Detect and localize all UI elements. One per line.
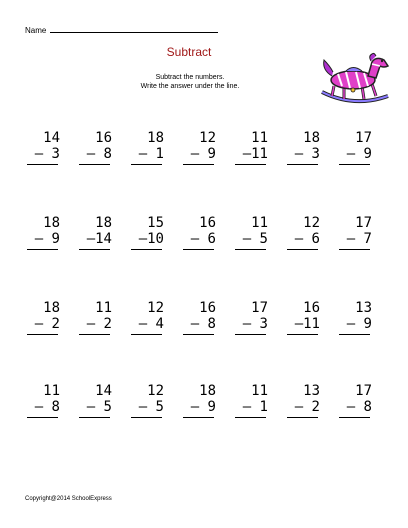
subtraction-problem — [232, 130, 268, 165]
minuend: 11 — [43, 383, 60, 399]
subtraction-problem — [284, 300, 320, 335]
minuend: 18 — [43, 215, 60, 231]
answer-line[interactable] — [79, 164, 110, 165]
minuend: 14 — [43, 130, 60, 146]
minuend: 16 — [199, 215, 216, 231]
rocking-horse-icon — [318, 52, 392, 110]
minuend: 12 — [303, 215, 320, 231]
subtraction-problem — [232, 215, 268, 250]
subtraction-problem — [180, 130, 216, 165]
subtraction-problem — [24, 215, 60, 250]
subtraction-problem — [180, 300, 216, 335]
minuend: 12 — [147, 300, 164, 316]
subtraction-problem — [76, 215, 112, 250]
subtraction-problem — [180, 215, 216, 250]
subtraction-problem — [24, 130, 60, 165]
subtraction-problem — [284, 215, 320, 250]
minuend: 16 — [95, 130, 112, 146]
name-write-line[interactable] — [50, 32, 218, 33]
answer-line[interactable] — [183, 334, 214, 335]
minuend: 11 — [95, 300, 112, 316]
subtrahend: – 4 — [138, 316, 164, 332]
minuend: 12 — [199, 130, 216, 146]
answer-line[interactable] — [27, 334, 58, 335]
subtrahend: – 1 — [242, 399, 268, 415]
instructions-line-2: Write the answer under the line. — [140, 83, 240, 90]
minuend: 12 — [147, 383, 164, 399]
answer-line[interactable] — [235, 334, 266, 335]
subtraction-problem — [128, 383, 164, 418]
subtraction-problem — [128, 215, 164, 250]
subtrahend: – 2 — [34, 316, 60, 332]
minuend: 11 — [251, 215, 268, 231]
answer-line[interactable] — [131, 334, 162, 335]
subtrahend: – 9 — [34, 231, 60, 247]
subtraction-problem — [284, 383, 320, 418]
answer-line[interactable] — [79, 417, 110, 418]
answer-line[interactable] — [287, 164, 318, 165]
name-label: Name — [25, 26, 47, 35]
answer-line[interactable] — [79, 334, 110, 335]
minuend: 18 — [147, 130, 164, 146]
answer-line[interactable] — [235, 417, 266, 418]
minuend: 18 — [303, 130, 320, 146]
page-title: Subtract — [166, 45, 212, 59]
answer-line[interactable] — [235, 249, 266, 250]
answer-line[interactable] — [287, 334, 318, 335]
subtrahend: – 8 — [346, 399, 372, 415]
answer-line[interactable] — [131, 164, 162, 165]
copyright: Copyright@2014 SchoolExpress — [25, 496, 112, 502]
minuend: 11 — [251, 383, 268, 399]
instructions — [125, 73, 255, 91]
subtraction-problem — [336, 215, 372, 250]
subtrahend: – 1 — [138, 146, 164, 162]
subtrahend: – 7 — [346, 231, 372, 247]
subtraction-problem — [336, 130, 372, 165]
minuend: 11 — [251, 130, 268, 146]
answer-line[interactable] — [339, 164, 370, 165]
subtrahend: – 8 — [190, 316, 216, 332]
subtrahend: – 5 — [138, 399, 164, 415]
answer-line[interactable] — [27, 249, 58, 250]
subtrahend: – 9 — [346, 316, 372, 332]
subtrahend: – 8 — [34, 399, 60, 415]
subtraction-problem — [76, 130, 112, 165]
answer-line[interactable] — [27, 417, 58, 418]
subtrahend: – 9 — [346, 146, 372, 162]
minuend: 16 — [199, 300, 216, 316]
subtrahend: – 2 — [86, 316, 112, 332]
subtraction-problem — [284, 130, 320, 165]
subtrahend: –11 — [294, 316, 320, 332]
subtraction-problem — [336, 300, 372, 335]
minuend: 13 — [303, 383, 320, 399]
answer-line[interactable] — [183, 249, 214, 250]
minuend: 17 — [355, 130, 372, 146]
subtraction-problem — [76, 383, 112, 418]
subtrahend: – 5 — [242, 231, 268, 247]
minuend: 15 — [147, 215, 164, 231]
answer-line[interactable] — [287, 417, 318, 418]
subtrahend: – 8 — [86, 146, 112, 162]
subtrahend: – 3 — [242, 316, 268, 332]
subtrahend: – 3 — [294, 146, 320, 162]
subtraction-problem — [128, 130, 164, 165]
subtraction-problem — [232, 383, 268, 418]
subtrahend: –10 — [138, 231, 164, 247]
minuend: 18 — [95, 215, 112, 231]
minuend: 13 — [355, 300, 372, 316]
subtrahend: – 6 — [190, 231, 216, 247]
answer-line[interactable] — [287, 249, 318, 250]
subtraction-problem — [336, 383, 372, 418]
answer-line[interactable] — [339, 249, 370, 250]
minuend: 14 — [95, 383, 112, 399]
subtrahend: – 6 — [294, 231, 320, 247]
subtrahend: –11 — [242, 146, 268, 162]
minuend: 18 — [199, 383, 216, 399]
subtraction-problem — [24, 383, 60, 418]
answer-line[interactable] — [235, 164, 266, 165]
subtrahend: – 9 — [190, 399, 216, 415]
name-field — [25, 21, 218, 35]
subtrahend: – 9 — [190, 146, 216, 162]
answer-line[interactable] — [183, 417, 214, 418]
subtraction-problem — [232, 300, 268, 335]
minuend: 16 — [303, 300, 320, 316]
subtrahend: – 2 — [294, 399, 320, 415]
answer-line[interactable] — [339, 334, 370, 335]
answer-line[interactable] — [183, 164, 214, 165]
subtraction-problem — [76, 300, 112, 335]
answer-line[interactable] — [339, 417, 370, 418]
answer-line[interactable] — [131, 417, 162, 418]
answer-line[interactable] — [79, 249, 110, 250]
subtraction-problem — [24, 300, 60, 335]
instructions-line-1: Subtract the numbers. — [155, 74, 225, 81]
subtrahend: – 3 — [34, 146, 60, 162]
subtrahend: –14 — [86, 231, 112, 247]
minuend: 17 — [251, 300, 268, 316]
minuend: 17 — [355, 383, 372, 399]
subtraction-problem — [180, 383, 216, 418]
subtrahend: – 5 — [86, 399, 112, 415]
minuend: 18 — [43, 300, 60, 316]
answer-line[interactable] — [27, 164, 58, 165]
subtraction-problem — [128, 300, 164, 335]
answer-line[interactable] — [131, 249, 162, 250]
minuend: 17 — [355, 215, 372, 231]
